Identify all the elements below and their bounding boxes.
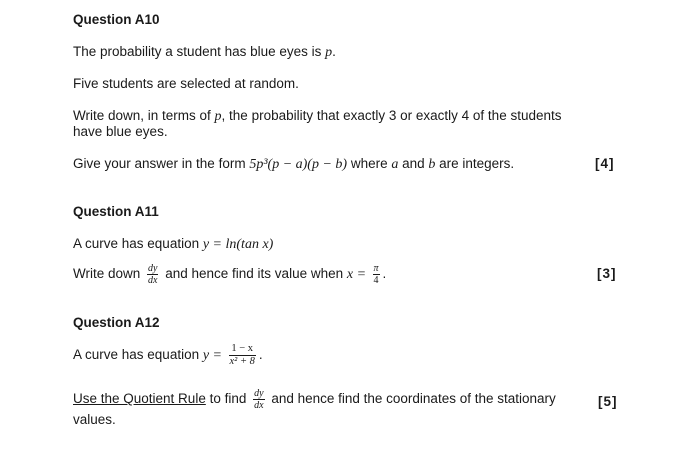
a12-curve-equation bbox=[73, 343, 263, 368]
a11-derivative-instruction bbox=[73, 263, 386, 286]
a12-text: and hence find the coordinates of the stationary bbox=[267, 391, 556, 407]
a10-instruction-line1 bbox=[73, 108, 562, 125]
a12-numerator: 1 − x bbox=[231, 343, 254, 354]
question-a12-heading: Question A12 bbox=[73, 315, 160, 330]
a10-text: and bbox=[398, 156, 429, 171]
a11-curve-equation bbox=[73, 236, 273, 253]
a11-four: 4 bbox=[373, 275, 379, 286]
a12-marks: [5] bbox=[598, 394, 618, 409]
a10-var-p: p bbox=[214, 109, 222, 124]
a10-text: The probability a student has blue eyes is bbox=[73, 44, 326, 59]
a12-dy: dy bbox=[254, 388, 264, 399]
a10-period: . bbox=[332, 44, 336, 59]
a12-dx: dx bbox=[254, 400, 264, 411]
a10-text: Write down, in terms of bbox=[73, 108, 215, 123]
a10-answer-expression: 5p³(p − a)(p − b) bbox=[249, 157, 348, 172]
a11-x-equals: x = bbox=[346, 267, 370, 283]
a12-dydx-fraction bbox=[253, 388, 264, 411]
a12-period: . bbox=[258, 347, 263, 363]
a10-text: where bbox=[347, 156, 392, 171]
a12-instruction-line2: values. bbox=[73, 412, 116, 427]
a10-probability-statement bbox=[73, 44, 336, 61]
a10-marks: [4] bbox=[595, 156, 615, 171]
a12-denominator: x² + 8 bbox=[229, 356, 255, 367]
a11-dydx-fraction bbox=[147, 263, 158, 286]
a10-selection-statement: Five students are selected at random. bbox=[73, 76, 299, 91]
a11-pi: π bbox=[373, 263, 379, 274]
a12-text: A curve has equation bbox=[73, 347, 203, 363]
a11-marks: [3] bbox=[597, 266, 617, 281]
a12-quotient-instruction bbox=[73, 388, 556, 411]
a12-equation-fraction bbox=[229, 343, 256, 368]
a11-period: . bbox=[382, 266, 387, 282]
a11-equation: y = ln(tan x) bbox=[202, 237, 274, 252]
a10-text: are integers. bbox=[435, 156, 515, 171]
a10-text: Give your answer in the form bbox=[73, 156, 250, 171]
a11-dy: dy bbox=[148, 263, 158, 274]
a11-pi-over-4-fraction bbox=[373, 263, 380, 286]
a10-var-p: p bbox=[325, 45, 333, 60]
a12-quotient-rule-label: Use the Quotient Rule bbox=[73, 391, 206, 407]
a10-text: , the probability that exactly 3 or exactly 4 of the students bbox=[221, 108, 562, 123]
a11-dx: dx bbox=[148, 275, 158, 286]
a11-text: Write down bbox=[73, 266, 145, 282]
a10-var-b: b bbox=[428, 157, 436, 172]
a12-text: to find bbox=[205, 391, 251, 407]
question-a10-heading: Question A10 bbox=[73, 12, 160, 27]
question-a11-heading: Question A11 bbox=[73, 204, 159, 219]
a10-instruction-line2: have blue eyes. bbox=[73, 124, 168, 139]
a11-text: A curve has equation bbox=[73, 236, 203, 251]
a12-y-equals: y = bbox=[202, 348, 226, 364]
a11-text: and hence find its value when bbox=[161, 266, 347, 282]
a10-answer-form bbox=[73, 156, 514, 173]
a10-var-a: a bbox=[391, 157, 399, 172]
